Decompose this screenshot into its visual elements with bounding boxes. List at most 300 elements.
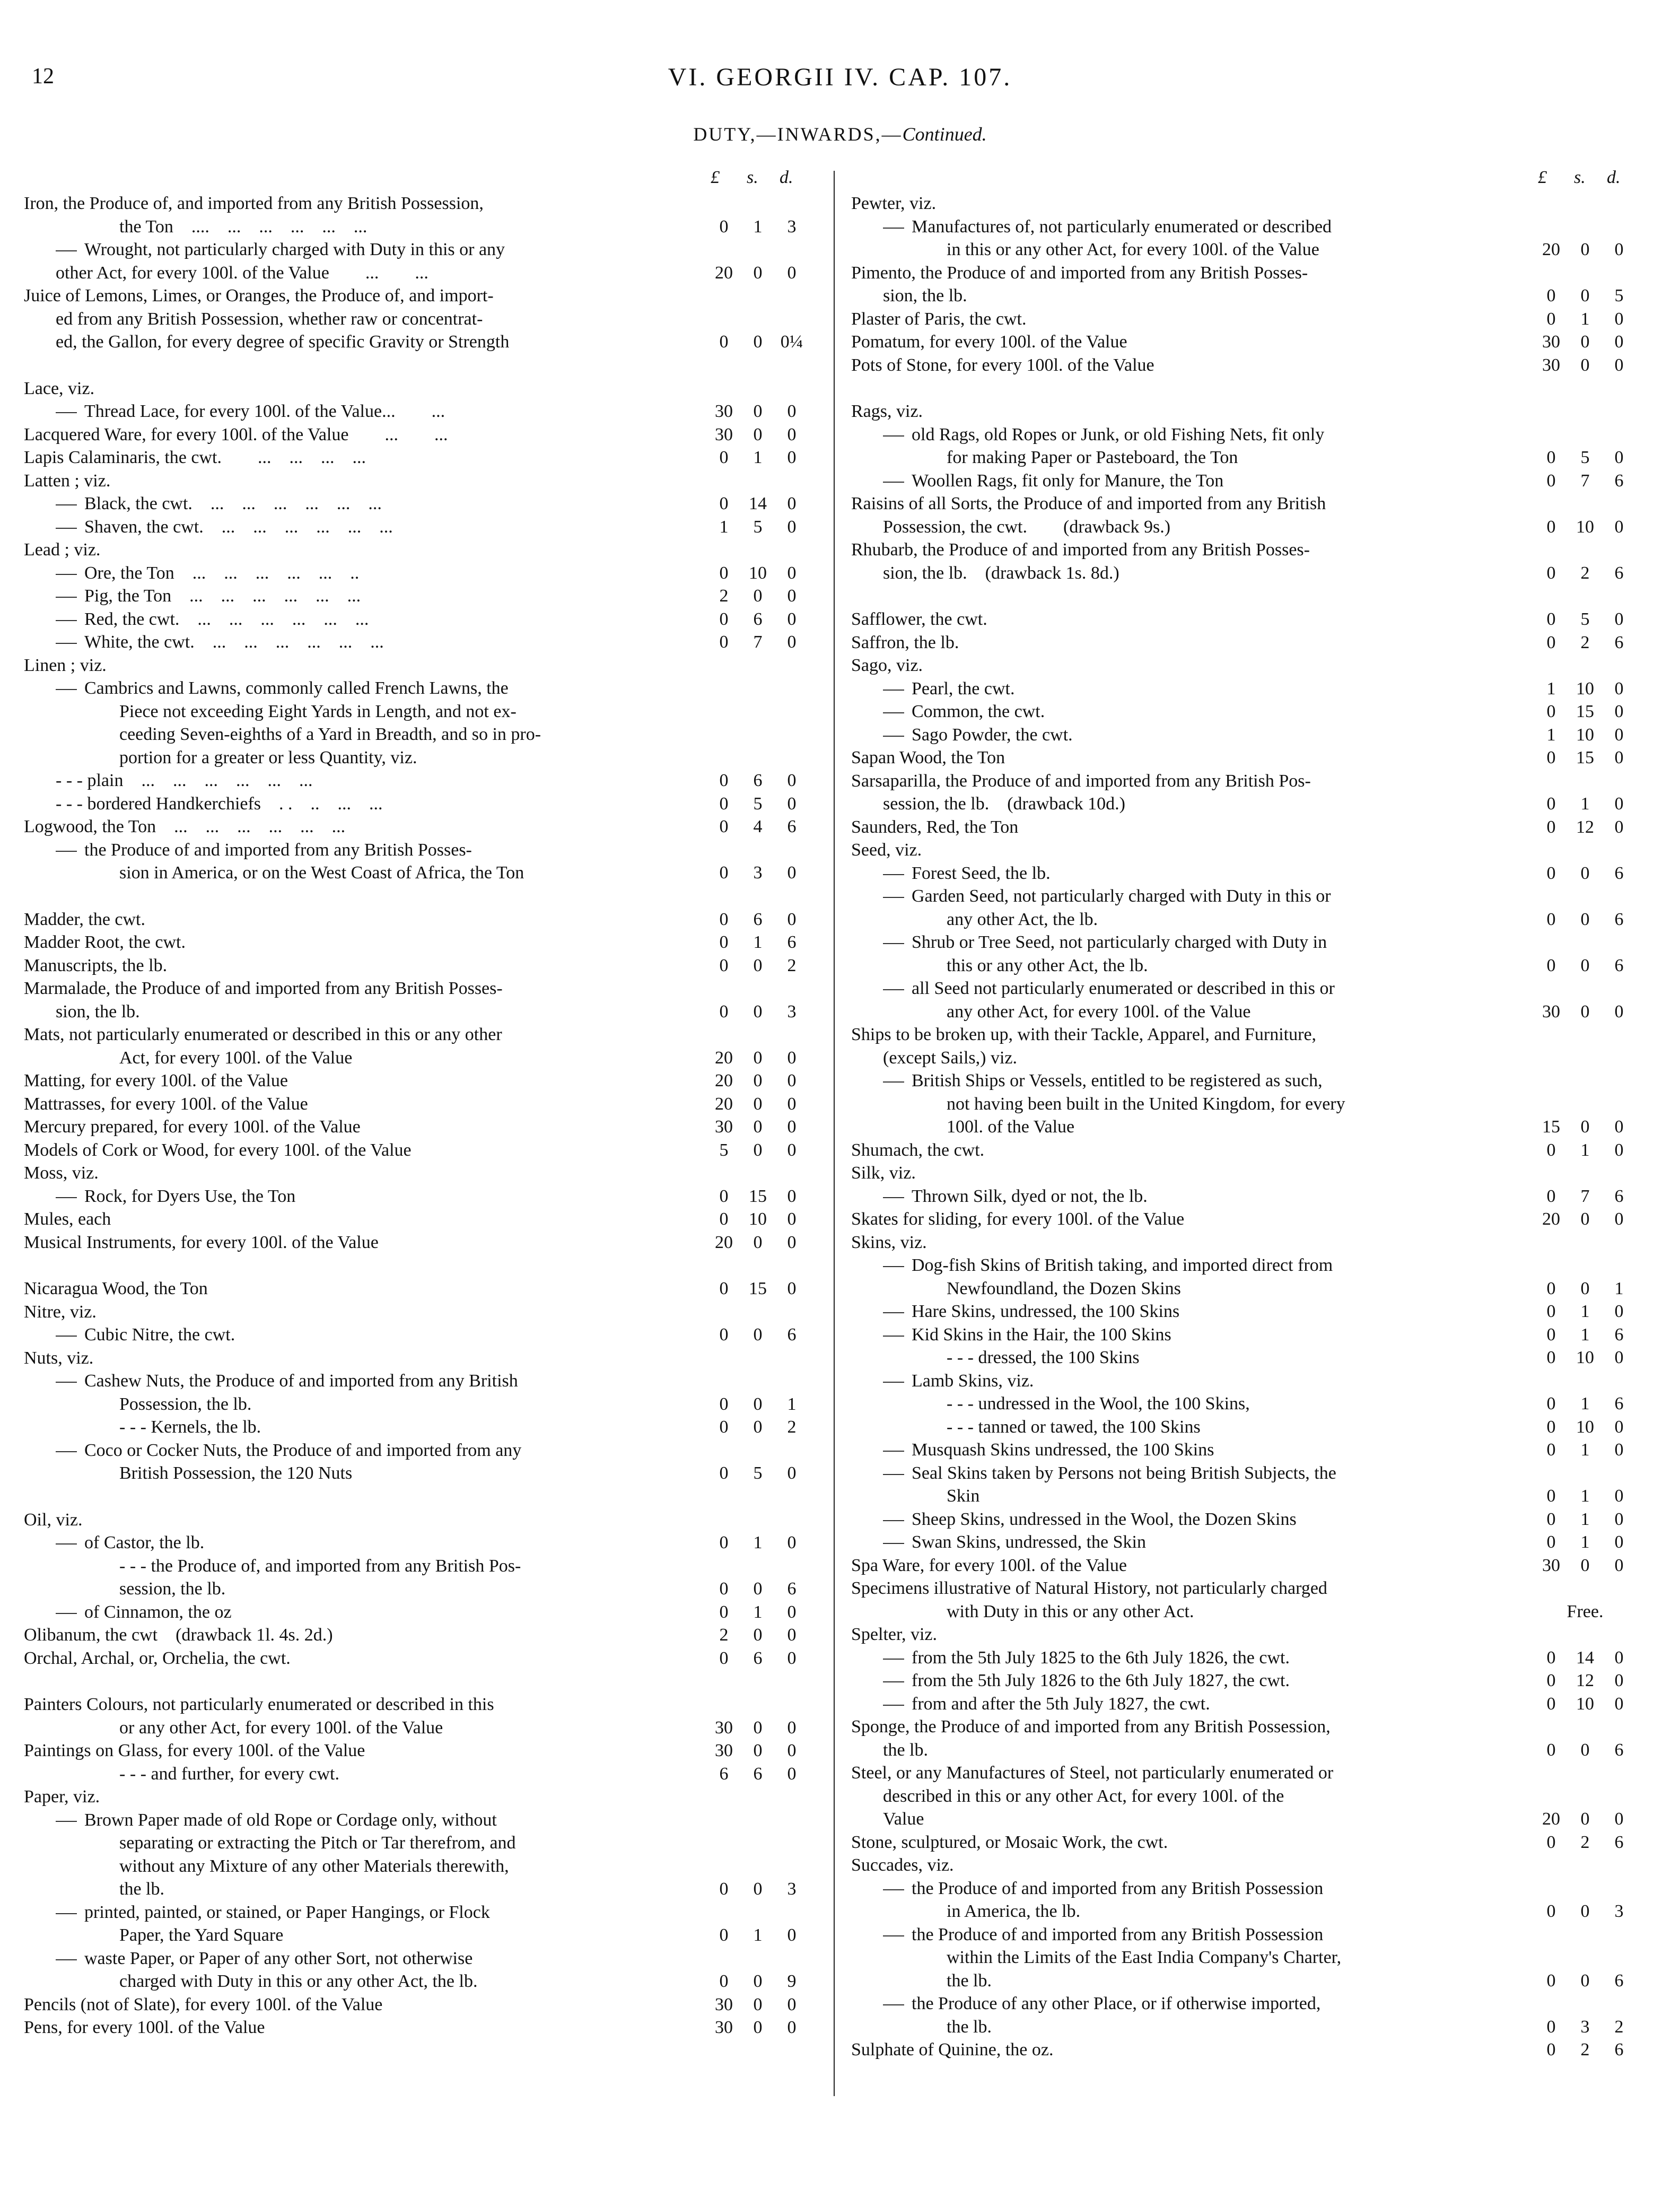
pounds-value: 0 <box>1546 1970 1556 1991</box>
shillings-value: 1 <box>1580 309 1590 329</box>
entry-label: the lb. <box>947 2017 992 2037</box>
entry-text <box>851 839 1534 862</box>
entry-label: Forest Seed, the lb. <box>912 863 1051 883</box>
ditto-dash <box>56 1336 77 1337</box>
ditto-dash <box>883 712 904 713</box>
shillings-value: 7 <box>753 632 763 652</box>
pounds-value: 0 <box>1546 748 1556 767</box>
pounds-value: 0 <box>1546 1532 1556 1552</box>
pounds-value: 0 <box>719 1533 729 1552</box>
entry-text <box>851 1692 1534 1716</box>
pounds-value: 30 <box>715 1117 733 1137</box>
duty-entry <box>24 1647 809 1670</box>
pence-value: 0 <box>787 1279 797 1298</box>
duty-entry <box>851 1715 1636 1739</box>
pence-value: 1 <box>787 1394 797 1414</box>
entry-label: Saffron, the lb. <box>851 632 959 652</box>
shillings-value: 1 <box>1580 1440 1590 1460</box>
entry-text <box>851 261 1534 285</box>
ditto-dash <box>883 690 904 691</box>
duty-entry <box>851 1277 1636 1301</box>
entry-label: sion in America, or on the West Coast of Africa, the Ton <box>119 863 524 883</box>
entry-label: old Rags, old Ropes or Junk, or old Fishing Nets, fit only <box>912 424 1325 444</box>
duty-entry <box>851 261 1636 285</box>
entry-label: sion, the lb. <box>883 286 967 306</box>
duty-entry <box>24 1000 809 1024</box>
pounds-value: 0 <box>719 1579 729 1599</box>
shillings-value: 0 <box>1580 863 1590 883</box>
pounds-value: 0 <box>719 448 729 467</box>
entry-text <box>851 1208 1534 1231</box>
entry-text <box>24 192 707 215</box>
duty-entry <box>24 492 809 516</box>
duty-entry <box>24 584 809 608</box>
entry-text <box>24 1601 707 1624</box>
duty-entry <box>851 1300 1636 1323</box>
ditto-dash <box>56 1613 77 1614</box>
duty-entry <box>24 677 809 700</box>
entry-text <box>24 1970 707 1993</box>
pounds-value: 0 <box>719 771 729 790</box>
entry-label: Lace, viz. <box>24 378 95 398</box>
ditto-dash <box>883 228 904 229</box>
entry-text <box>24 792 707 816</box>
entry-label: Succades, viz. <box>851 1855 954 1875</box>
entry-text <box>851 1462 1534 1485</box>
duty-entry <box>851 1623 1636 1646</box>
pounds-value: 0 <box>719 863 729 883</box>
entry-label: ed, the Gallon, for every degree of specific Gravity or Strength <box>56 332 510 352</box>
duty-entry <box>851 885 1636 908</box>
pounds-value: 0 <box>719 793 729 814</box>
pence-value: 0 <box>787 1048 797 1068</box>
entry-text <box>24 1162 707 1185</box>
entry-label: sion, the lb. <box>56 1001 140 1022</box>
pounds-header: £ <box>1538 168 1547 187</box>
duty-entry <box>24 1185 809 1208</box>
entry-text <box>851 1623 1534 1646</box>
duty-entry <box>851 839 1636 862</box>
pence-header: d. <box>780 168 793 187</box>
entry-text <box>24 1901 707 1924</box>
entry-label: Skins, viz. <box>851 1232 927 1252</box>
entry-label: Thread Lace, for every 100l. of the Value... ... <box>84 402 445 421</box>
pence-value: 0 <box>1614 725 1624 745</box>
entry-text <box>851 1600 1534 1624</box>
entry-label: Latten ; viz. <box>24 470 111 491</box>
pence-value: 6 <box>1614 470 1624 491</box>
duty-entry <box>24 1139 809 1162</box>
ditto-dash <box>883 482 904 483</box>
entry-text <box>851 284 1534 308</box>
entry-text <box>851 1185 1534 1208</box>
shillings-value: 0 <box>753 1717 763 1738</box>
pence-value: 6 <box>1614 563 1624 583</box>
duty-entry <box>24 1531 809 1555</box>
entry-text <box>24 1693 707 1716</box>
shillings-value: 6 <box>753 1648 763 1668</box>
duty-entry <box>24 400 809 423</box>
duty-entry <box>24 746 809 770</box>
entry-text <box>24 1508 707 1532</box>
entry-label: Act, for every 100l. of the Value <box>119 1048 353 1068</box>
duty-entry <box>24 861 809 885</box>
entry-text <box>24 238 707 261</box>
entry-label: Lead ; viz. <box>24 540 101 560</box>
duty-entry <box>851 792 1636 816</box>
duty-entry <box>851 977 1636 1000</box>
shillings-value: 1 <box>753 932 763 952</box>
pence-value: 0 <box>1614 309 1624 329</box>
pence-value: 0 <box>787 1071 797 1090</box>
shillings-header: s. <box>747 168 758 187</box>
duty-entry <box>851 1577 1636 1600</box>
ditto-dash <box>883 1312 904 1313</box>
pence-value: 0 <box>1614 1140 1624 1160</box>
entry-label: Brown Paper made of old Rope or Cordage only, without <box>84 1810 497 1830</box>
pence-value: 0 <box>1614 748 1624 767</box>
ditto-dash <box>883 1266 904 1267</box>
duty-entry <box>24 1763 809 1786</box>
pence-value: 3 <box>1614 1901 1624 1921</box>
ditto-dash <box>883 736 904 737</box>
duty-entry <box>851 1139 1636 1162</box>
shillings-value: 5 <box>753 517 763 537</box>
entry-text <box>851 677 1534 701</box>
entry-text <box>851 469 1534 493</box>
pence-value: 3 <box>787 1879 797 1899</box>
duty-entry <box>24 977 809 1000</box>
pounds-value: 0 <box>719 216 729 237</box>
entry-text <box>24 769 707 792</box>
entry-text <box>851 885 1534 908</box>
pence-value: 0 <box>787 263 797 283</box>
duty-entry <box>851 1185 1636 1208</box>
shillings-value: 6 <box>753 909 763 929</box>
entry-text <box>24 516 707 539</box>
shillings-value: 1 <box>753 448 763 467</box>
entry-text <box>24 492 707 516</box>
entry-label: Pens, for every 100l. of the Value <box>24 2018 265 2037</box>
ditto-dash <box>883 943 904 944</box>
ditto-dash <box>883 435 904 437</box>
pence-value: 2 <box>787 1417 797 1437</box>
shillings-value: 1 <box>753 1602 763 1622</box>
shillings-value: 0 <box>753 1879 763 1899</box>
duty-entry <box>24 1369 809 1393</box>
ditto-dash <box>883 897 904 898</box>
shillings-value: 1 <box>1580 1324 1590 1345</box>
entry-text <box>24 1555 707 1578</box>
entry-label: the Produce of any other Place, or if otherwise imported, <box>912 1994 1321 2013</box>
pounds-value: 0 <box>1546 309 1556 329</box>
ditto-dash <box>883 1197 904 1198</box>
entry-label: Cubic Nitre, the cwt. <box>84 1325 235 1345</box>
pence-value: 6 <box>787 1325 797 1345</box>
entry-text <box>24 1000 707 1024</box>
entry-text <box>24 1301 707 1324</box>
right-column <box>851 164 1636 2062</box>
pence-value: 2 <box>787 955 797 975</box>
duty-entry <box>24 1347 809 1370</box>
section-gap <box>851 377 1636 400</box>
shillings-value: 0 <box>753 1994 763 2014</box>
pounds-value: 30 <box>1542 1555 1560 1575</box>
pounds-value: 0 <box>1546 1740 1556 1760</box>
pence-value: 0 <box>787 517 797 537</box>
entry-label: sion, the lb. (drawback 1s. 8d.) <box>883 563 1119 583</box>
duty-entry <box>24 1115 809 1139</box>
entry-label: Olibanum, the cwt (drawback 1l. 4s. 2d.) <box>24 1625 333 1645</box>
pounds-value: 30 <box>715 1994 733 2014</box>
duty-entry <box>24 908 809 931</box>
entry-text <box>851 1000 1534 1024</box>
entry-label: the Produce of and imported from any British Possession <box>912 1878 1324 1898</box>
pounds-value: 20 <box>715 1232 733 1252</box>
shillings-value: 0 <box>753 2018 763 2037</box>
entry-text <box>24 839 707 862</box>
entry-text <box>851 538 1534 562</box>
entry-label: - - - plain ... ... ... ... ... ... <box>56 771 313 790</box>
entry-label: Manuscripts, the lb. <box>24 955 168 975</box>
entry-label: the lb. <box>119 1879 164 1899</box>
duty-entry <box>24 1785 809 1809</box>
duty-entry <box>851 1739 1636 1762</box>
entry-label: Ore, the Ton ... ... ... ... ... .. <box>84 563 360 583</box>
pence-value: 0 <box>1614 609 1624 629</box>
shillings-value: 0 <box>753 1140 763 1160</box>
entry-text <box>851 908 1534 931</box>
pence-value: 0 <box>787 1186 797 1206</box>
shillings-value: 7 <box>1580 470 1590 491</box>
entry-label: other Act, for every 100l. of the Value ... ... <box>56 263 428 283</box>
shillings-value: 0 <box>753 1325 763 1345</box>
duty-entry <box>851 1785 1636 1808</box>
pence-value: 0 <box>1614 1647 1624 1668</box>
entry-text <box>851 562 1534 585</box>
entry-text <box>851 954 1534 978</box>
duty-entry <box>24 1831 809 1855</box>
shillings-value: 0 <box>1580 1901 1590 1921</box>
pounds-value: 20 <box>1542 1809 1560 1829</box>
entry-label: Common, the cwt. <box>912 702 1045 721</box>
shillings-value: 0 <box>753 424 763 444</box>
pence-value: 0 <box>1614 448 1624 467</box>
pence-value: 5 <box>1614 286 1624 306</box>
entry-label: Silk, viz. <box>851 1163 916 1183</box>
section-gap <box>851 584 1636 608</box>
duty-entry <box>851 492 1636 516</box>
pounds-value: 20 <box>715 1094 733 1114</box>
entry-label: from and after the 5th July 1827, the cwt. <box>912 1694 1210 1714</box>
entry-text <box>24 700 707 723</box>
ditto-dash <box>883 2004 904 2005</box>
ditto-dash <box>56 1197 77 1198</box>
shillings-value: 1 <box>753 216 763 237</box>
entry-text <box>24 469 707 493</box>
entry-text <box>24 908 707 931</box>
duty-entry <box>851 1000 1636 1024</box>
entry-text <box>851 1323 1534 1347</box>
entry-label: session, the lb. <box>119 1579 226 1599</box>
entry-label: Sponge, the Produce of and imported from any British Possession, <box>851 1717 1331 1737</box>
pence-value: 6 <box>1614 955 1624 975</box>
entry-text <box>851 1254 1534 1277</box>
entry-label: Paintings on Glass, for every 100l. of the Value <box>24 1741 365 1760</box>
entry-label: Saunders, Red, the Ton <box>851 817 1019 837</box>
ditto-dash <box>883 1474 904 1475</box>
entry-text <box>24 1369 707 1393</box>
shillings-value: 0 <box>753 1394 763 1414</box>
duty-entry <box>851 1115 1636 1139</box>
pence-value: 6 <box>1614 1832 1624 1852</box>
duty-entry <box>851 238 1636 261</box>
entry-label: from the 5th July 1825 to the 6th July 1826, the cwt. <box>912 1647 1290 1668</box>
pence-value: 0 <box>1614 1809 1624 1829</box>
entry-text <box>851 1877 1534 1900</box>
right-entries <box>851 192 1636 2062</box>
entry-text <box>24 1393 707 1416</box>
entry-label: Madder Root, the cwt. <box>24 932 186 952</box>
pounds-value: 0 <box>719 1879 729 1899</box>
duty-entry <box>851 562 1636 585</box>
pence-value: 0 <box>787 1648 797 1668</box>
entry-text <box>24 1716 707 1740</box>
entry-label: Coco or Cocker Nuts, the Produce of and imported from any <box>84 1440 522 1460</box>
pounds-value: 2 <box>719 1625 729 1645</box>
entry-text <box>851 1900 1534 1923</box>
ditto-dash <box>56 1913 77 1914</box>
duty-entry <box>24 562 809 585</box>
entry-text <box>851 1739 1534 1762</box>
shillings-value: 1 <box>753 1925 763 1945</box>
shillings-value: 0 <box>753 1971 763 1991</box>
pounds-value: 0 <box>1546 1694 1556 1714</box>
shillings-value: 0 <box>1580 332 1590 352</box>
duty-entry <box>851 1923 1636 1947</box>
pence-value: 0 <box>787 1925 797 1945</box>
pounds-value: 30 <box>715 1717 733 1738</box>
ditto-dash <box>883 1681 904 1682</box>
entry-label: Orchal, Archal, or, Orchelia, the cwt. <box>24 1648 291 1668</box>
entry-text <box>851 215 1534 239</box>
pence-value: 3 <box>787 216 797 237</box>
pence-value: 0 <box>787 793 797 814</box>
entry-text <box>24 1739 707 1763</box>
pence-value: 0 <box>1614 1532 1624 1552</box>
entry-label: Moss, viz. <box>24 1163 99 1183</box>
entry-label: Pig, the Ton ... ... ... ... ... ... <box>84 586 361 606</box>
duty-entry <box>24 423 809 447</box>
section-subtitle <box>0 123 1680 145</box>
entry-label: Cashew Nuts, the Produce of and imported from any British <box>84 1371 518 1391</box>
duty-entry <box>851 2038 1636 2062</box>
shillings-value: 3 <box>1580 2017 1590 2037</box>
pounds-value: 0 <box>719 1463 729 1483</box>
pounds-value: 0 <box>719 955 729 975</box>
pence-value: 0 <box>787 1717 797 1738</box>
entry-text <box>24 1093 707 1116</box>
entry-text <box>851 1715 1534 1739</box>
entry-label: Musical Instruments, for every 100l. of the Value <box>24 1232 379 1252</box>
entry-text <box>851 631 1534 655</box>
duty-entry <box>851 1761 1636 1785</box>
pounds-value: 0 <box>1546 1509 1556 1529</box>
pence-value: 1 <box>1614 1278 1624 1298</box>
entry-label: of Cinnamon, the oz <box>84 1602 232 1622</box>
entry-label: Garden Seed, not particularly charged with Duty in this or <box>912 886 1331 906</box>
duty-entry <box>24 516 809 539</box>
shillings-value: 6 <box>753 771 763 790</box>
duty-entry <box>851 1992 1636 2016</box>
ditto-dash <box>56 1543 77 1545</box>
entry-label: not having been built in the United Kingdom, for every <box>947 1094 1345 1114</box>
section-gap <box>24 1485 809 1508</box>
entry-text <box>851 1854 1534 1877</box>
shillings-value: 0 <box>753 1071 763 1090</box>
pounds-value: 1 <box>1546 678 1556 699</box>
duty-entry <box>851 1646 1636 1670</box>
pence-value: 0 <box>1614 1302 1624 1321</box>
duty-entry <box>24 1624 809 1647</box>
entry-label: this or any other Act, the lb. <box>947 955 1148 975</box>
entry-label: ceeding Seven-eighths of a Yard in Breadth, and so in pro- <box>119 725 541 744</box>
entry-text <box>851 1277 1534 1301</box>
duty-entry <box>24 238 809 261</box>
shillings-value: 0 <box>753 1625 763 1645</box>
pounds-value: 0 <box>1546 1647 1556 1668</box>
entry-text <box>24 446 707 469</box>
entry-text <box>851 1162 1534 1185</box>
entry-label: in America, the lb. <box>947 1901 1081 1921</box>
entry-text <box>24 746 707 770</box>
entry-label: Marmalade, the Produce of and imported from any British Posses- <box>24 979 503 998</box>
entry-text <box>24 1347 707 1370</box>
shillings-value: 10 <box>749 563 767 583</box>
duty-entry <box>851 1831 1636 1854</box>
duty-entry <box>24 700 809 723</box>
entry-text <box>851 1346 1534 1369</box>
pounds-value: 0 <box>1546 1671 1556 1690</box>
entry-text <box>851 238 1534 261</box>
pounds-value: 0 <box>1546 863 1556 883</box>
entry-text <box>851 308 1534 331</box>
entry-text <box>851 1115 1534 1139</box>
duty-entry <box>24 469 809 493</box>
pence-value: 0 <box>787 1625 797 1645</box>
duty-entry <box>851 677 1636 701</box>
entry-text <box>851 700 1534 723</box>
duty-entry <box>24 1069 809 1093</box>
entry-label: Pearl, the cwt. <box>912 678 1015 699</box>
entry-text <box>851 1785 1534 1808</box>
entry-text <box>851 1485 1534 1508</box>
duty-entry <box>851 608 1636 631</box>
shillings-value: 0 <box>1580 955 1590 975</box>
ditto-dash <box>56 504 77 505</box>
duty-entry <box>851 654 1636 677</box>
entry-text <box>851 770 1534 793</box>
ditto-dash <box>56 250 77 251</box>
entry-label: Nicaragua Wood, the Ton <box>24 1279 208 1298</box>
pence-value: 6 <box>1614 2040 1624 2060</box>
pence-value: 0 <box>1614 1671 1624 1690</box>
pounds-value: 6 <box>719 1764 729 1784</box>
duty-entry <box>851 469 1636 493</box>
duty-entry <box>851 1600 1636 1624</box>
duty-entry <box>851 1854 1636 1877</box>
shillings-value: 1 <box>1580 1486 1590 1506</box>
